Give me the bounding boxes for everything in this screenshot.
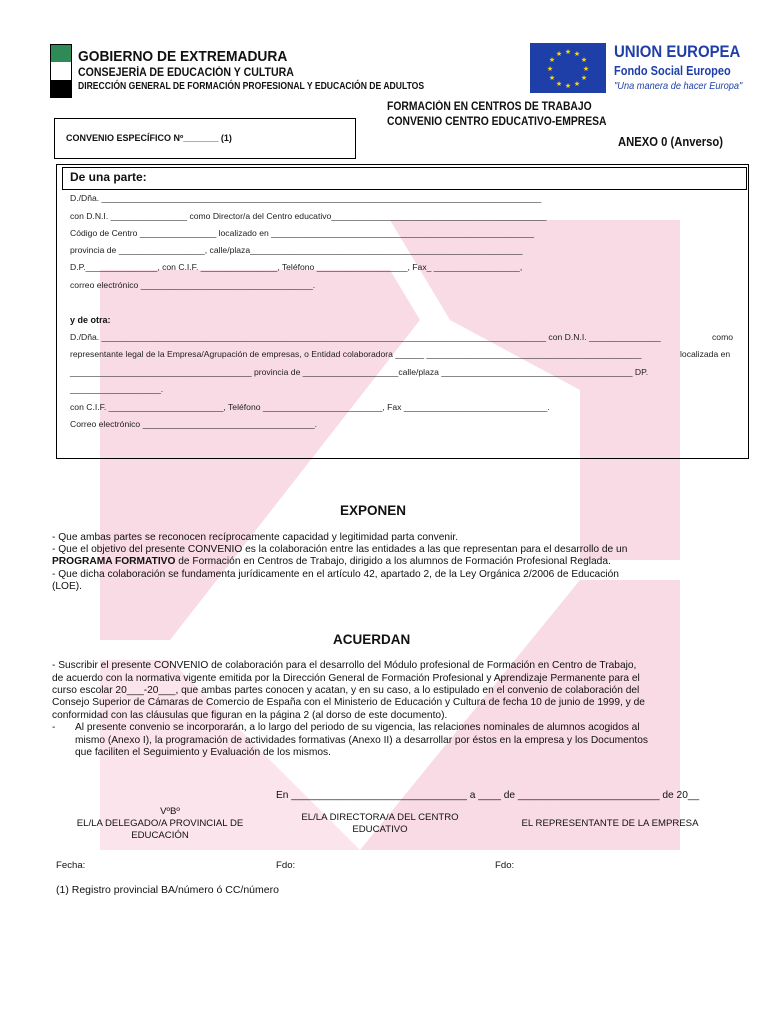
party1-heading: De una parte: bbox=[70, 170, 147, 184]
fdo-empresa-label: Fdo: bbox=[495, 860, 515, 871]
party2-line[interactable]: ______________________________________ provincia de ____________________calle/plaza ________________________________________ DP. bbox=[70, 367, 649, 377]
acuerdan-bullet-line: Al presente convenio se incorporarán, a lo largo del periodo de su vigencia, las relaciones nominales de alumnos acogidos al bbox=[75, 722, 640, 733]
direccion-title: DIRECCIÓN GENERAL DE FORMACIÓN PROFESIONAL Y EDUCACIÓN DE ADULTOS bbox=[78, 81, 425, 92]
svg-text:★: ★ bbox=[564, 82, 572, 90]
acuerdan-bullet-line: que faciliten el Seguimiento y Evaluación de los mismos. bbox=[75, 747, 331, 758]
party1-line[interactable]: provincia de __________________, calle/plaza_________________________________________________________ bbox=[70, 245, 523, 255]
place-date-line[interactable]: En _______________________________ a ____ de _________________________ de 20__ bbox=[276, 790, 700, 801]
exponen-line-rest: de Formación en Centros de Trabajo, dirigido a los alumnos de Formación Profesional Reglada. bbox=[175, 556, 611, 567]
delegado-title-line2: EDUCACIÓN bbox=[131, 829, 189, 841]
party1-heading-box bbox=[62, 167, 747, 190]
svg-text:★: ★ bbox=[580, 74, 588, 82]
party1-line[interactable]: con D.N.I. ________________ como Director/a del Centro educativo_____________________________________________ bbox=[70, 211, 547, 221]
acuerdan-line: - Suscribir el presente CONVENIO de colaboración para el desarrollo del Módulo profesional de Formación en Centro de Trabajo, bbox=[52, 660, 637, 671]
party1-line[interactable]: correo electrónico ____________________________________. bbox=[70, 280, 316, 290]
party1-line[interactable]: D.P._______________, con C.I.F. ________________, Teléfono ___________________, Fax_ __________________, bbox=[70, 262, 523, 272]
exponen-line bbox=[52, 556, 611, 568]
delegado-title-line1: EL/LA DELEGADO/A PROVINCIAL DE bbox=[76, 818, 244, 829]
exponen-line: - Que dicha colaboración se fundamenta jurídicamente en el artículo 42, apartado 2, de la Ley Orgánica 2/2006 de Educación bbox=[52, 569, 619, 580]
svg-text:★: ★ bbox=[555, 80, 563, 88]
exponen-line: - Que el objetivo del presente CONVENIO es la colaboración entre las entidades a las que representan para el desarrollo de un bbox=[52, 544, 628, 555]
exponen-heading: EXPONEN bbox=[340, 503, 407, 518]
convenio-label: CONVENIO ESPECÍFICO Nº_______ (1) bbox=[66, 133, 232, 143]
party2-line[interactable]: Correo electrónico ____________________________________. bbox=[70, 419, 318, 429]
consejeria-title: CONSEJERÍA DE EDUCACIÓN Y CULTURA bbox=[78, 67, 294, 79]
svg-text:★: ★ bbox=[573, 80, 581, 88]
gov-title: GOBIERNO DE EXTREMADURA bbox=[78, 48, 288, 65]
directora-title bbox=[270, 812, 490, 835]
bullet-dash: - bbox=[52, 722, 56, 733]
party2-line[interactable]: representante legal de la Empresa/Agrupación de empresas, o Entidad colaboradora ______ _____________________________________________ bbox=[70, 349, 642, 359]
party1-line[interactable]: D./Dña. ____________________________________________________________________________________________ bbox=[70, 193, 542, 203]
directora-title-line1: EL/LA DIRECTORA/A DEL CENTRO bbox=[301, 812, 459, 823]
svg-text:★: ★ bbox=[580, 56, 588, 64]
exponen-line: - Que ambas partes se reconocen recíprocamente capacidad y legitimidad parta convenir. bbox=[52, 532, 459, 543]
acuerdan-line: de acuerdo con la normativa vigente emitida por la Dirección General de Formación Profesional y Aprendizaje Permanente para el bbox=[52, 673, 640, 684]
delegado-title bbox=[50, 818, 270, 841]
party2-line[interactable]: ___________________. bbox=[70, 384, 164, 394]
eu-motto: "Una manera de hacer Europa" bbox=[614, 80, 743, 92]
party2-heading: y de otra: bbox=[70, 315, 111, 325]
svg-text:★: ★ bbox=[582, 65, 590, 73]
form-title-1: FORMACIÓN EN CENTROS DE TRABAJO bbox=[387, 101, 592, 113]
party2-line-end: como bbox=[712, 332, 734, 342]
eu-title: UNION EUROPEA bbox=[614, 42, 741, 61]
acuerdan-line: curso escolar 20___-20___, que ambas partes conocen y acatan, y en su caso, a lo estipulado en el convenio de colaboración del bbox=[52, 685, 640, 696]
extremadura-flag bbox=[50, 44, 72, 98]
fecha-label: Fecha: bbox=[56, 860, 86, 871]
acuerdan-line: Consejo Superior de Cámaras de Comercio de España con el Ministerio de Educación y Cultura de fecha 10 de junio de 1999, y de bbox=[52, 697, 645, 708]
anexo-label: ANEXO 0 (Anverso) bbox=[618, 135, 724, 149]
acuerdan-bullet-line: mismo (Anexo I), la programación de actividades formativas (Anexo II) a desarrollar por éstos en la empresa y los Documentos bbox=[75, 735, 649, 746]
footnote: (1) Registro provincial BA/número ó CC/número bbox=[56, 884, 279, 896]
exponen-line: (LOE). bbox=[52, 581, 83, 592]
svg-text:★: ★ bbox=[573, 50, 581, 58]
eu-flag-icon bbox=[530, 43, 606, 93]
directora-title-line2: EDUCATIVO bbox=[352, 823, 408, 835]
party2-line[interactable]: D./Dña. _____________________________________________________________________________________________ con D.N.I. _______________ bbox=[70, 332, 661, 342]
vobo-label: VºBº bbox=[160, 806, 180, 817]
form-title-2: CONVENIO CENTRO EDUCATIVO-EMPRESA bbox=[387, 116, 607, 128]
eu-fund: Fondo Social Europeo bbox=[614, 64, 731, 78]
acuerdan-line: conformidad con las cláusulas que figuran en la página 2 (al dorso de este documento). bbox=[52, 710, 448, 721]
svg-text:★: ★ bbox=[548, 56, 556, 64]
svg-text:★: ★ bbox=[555, 50, 563, 58]
svg-text:★: ★ bbox=[546, 65, 554, 73]
svg-text:★: ★ bbox=[548, 74, 556, 82]
party2-line-end: localizada en bbox=[680, 349, 731, 359]
party1-line[interactable]: Código de Centro ________________ localizado en _______________________________________________________ bbox=[70, 228, 535, 238]
svg-text:★: ★ bbox=[564, 48, 572, 56]
party2-line[interactable]: con C.I.F. ________________________, Teléfono _________________________, Fax ______________________________. bbox=[70, 402, 550, 412]
programa-formativo-bold: PROGRAMA FORMATIVO bbox=[52, 556, 176, 567]
acuerdan-heading: ACUERDAN bbox=[333, 632, 411, 647]
parties-box bbox=[56, 164, 749, 459]
fdo-director-label: Fdo: bbox=[276, 860, 296, 871]
representante-title: EL REPRESENTANTE DE LA EMPRESA bbox=[521, 818, 699, 829]
